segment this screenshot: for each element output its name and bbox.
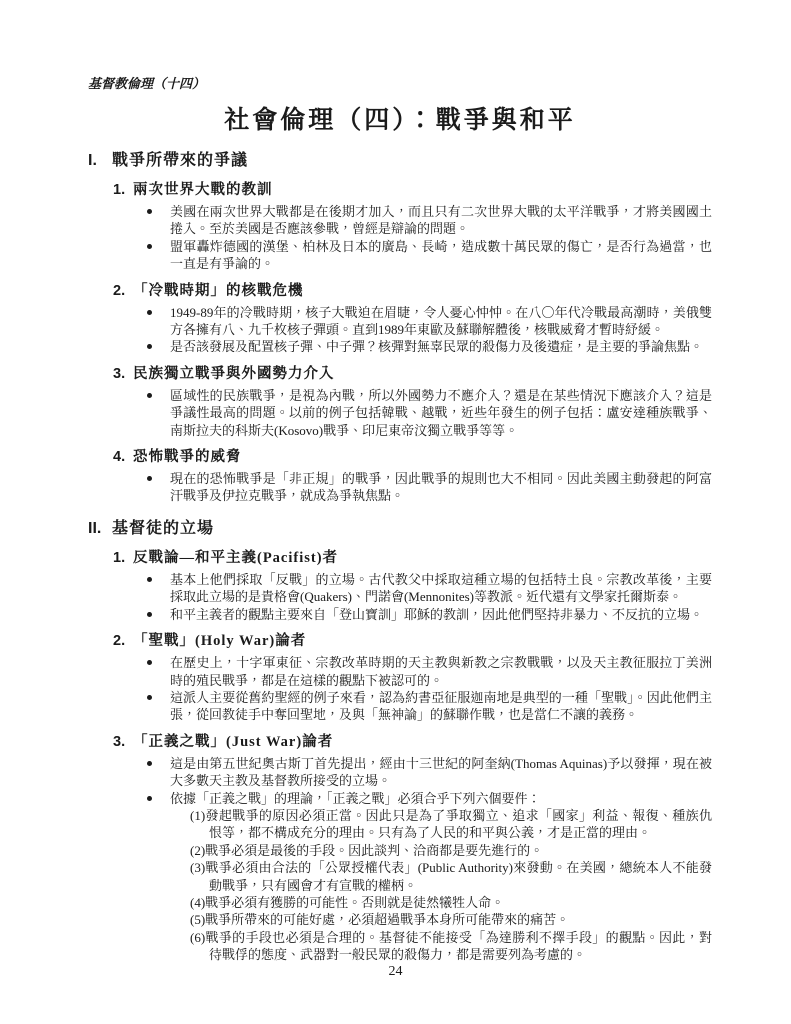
bullet-text: 是否該發展及配置核子彈、中子彈？核彈對無辜民眾的殺傷力及後遺症，是主要的爭論焦點。: [170, 339, 704, 355]
bullet-icon: [147, 203, 170, 238]
bullet-list: [113, 304, 712, 356]
numbered-item: (3)戰爭必須由合法的「公眾授權代表」(Public Authority)來發動。在美國，總統本人不能發動戰爭，只有國會才有宣戰的權柄。: [190, 860, 712, 893]
bullet-list: [113, 654, 712, 724]
subsection-cold-war: [88, 282, 712, 356]
subsection-pacifist: [88, 549, 712, 623]
bullet-text: 1949-89年的冷戰時期，核子大戰迫在眉睫，令人憂心忡忡。在八〇年代冷戰最高潮時，美俄雙方各擁有八、九千枚核子彈頭。直到1989年東歐及蘇聯解體後，核戰威脅才暫時紓緩。: [170, 304, 712, 338]
bullet-text: 這派人主要從舊約聖經的例子來看，認為約書亞征服迦南地是典型的一種「聖戰」。因此他們主張，從回教徒手中奪回聖地，及與「無神論」的蘇聯作戰，也是當仁不讓的義務。: [170, 689, 712, 723]
bullet-item: [147, 387, 712, 439]
subsection-heading-text: 「聖戰」(Holy War)論者: [133, 633, 307, 650]
bullet-icon: [147, 654, 170, 689]
section-heading: [88, 518, 712, 540]
bullet-icon: [147, 304, 170, 339]
section-war-controversies: [88, 150, 712, 505]
subsection-number: 3.: [113, 365, 126, 382]
subsection-number: 4.: [113, 449, 126, 466]
bullet-icon: [147, 571, 170, 606]
bullet-item: [147, 203, 712, 238]
bullet-icon: [147, 238, 170, 273]
bullet-list: [113, 387, 712, 439]
bullet-icon: [147, 470, 170, 505]
subsection-number: 1.: [113, 182, 126, 198]
section-heading: [88, 150, 712, 172]
subsection-heading: [113, 282, 712, 301]
subsection-heading: [113, 632, 712, 651]
section-heading-text: 基督徒的立場: [112, 519, 215, 537]
subsection-terror-war: [88, 448, 712, 505]
bullet-text: 和平主義者的觀點主要來自「登山寶訓」耶穌的教訓，因此他們堅持非暴力、不反抗的立場。: [170, 606, 704, 622]
subsection-heading-text: 民族獨立戰爭與外國勢力介入: [133, 365, 335, 382]
page-number: 24: [388, 964, 403, 979]
section-numeral: II.: [88, 519, 102, 537]
subsection-independence-wars: [88, 365, 712, 439]
subsection-world-wars: [88, 181, 712, 273]
numbered-item: (6)戰爭的手段也必須是合理的。基督徒不能接受「為達勝利不擇手段」的觀點。因此，對待戰俘的態度、武器對一般民眾的殺傷力，都是需要列為考慮的。: [190, 929, 712, 963]
bullet-text: 盟軍轟炸德國的漢堡、柏林及日本的廣島、長崎，造成數十萬民眾的傷亡，是否行為過當，也一直是有爭論的。: [170, 238, 712, 272]
bullet-item: [147, 790, 712, 964]
bullet-text: 區域性的民族戰爭，是視為內戰，所以外國勢力不應介入？還是在某些情況下應該介入？這是爭議性最高的問題。以前的例子包括韓戰、越戰，近些年發生的例子包括：盧安達種族戰爭、南斯拉夫的科斯夫(Kosovo)戰爭、印尼東帝汶獨立戰爭等等。: [170, 387, 712, 438]
subsection-heading-text: 恐怖戰爭的威脅: [133, 449, 242, 466]
subsection-heading-text: 「正義之戰」(Just War)論者: [133, 733, 334, 750]
bullet-item: [147, 755, 712, 790]
bullet-text: 在歷史上，十字軍東征、宗教改革時期的天主教與新教之宗教戰戰，以及天主教征服拉丁美洲時的殖民戰爭，都是在這樣的觀點下被認可的。: [170, 655, 712, 688]
bullet-item: [147, 470, 712, 505]
just-war-criteria-list: [190, 807, 712, 964]
bullet-item: [147, 238, 712, 273]
subsection-heading: [113, 448, 712, 467]
subsection-heading-text: 反戰論—和平主義(Pacifist)者: [133, 549, 339, 566]
subsection-number: 2.: [113, 633, 126, 650]
section-christian-positions: [88, 518, 712, 964]
bullet-icon: [147, 606, 170, 623]
bullet-item: [147, 338, 712, 355]
bullet-icon: [147, 689, 170, 724]
numbered-item: (4)戰爭必須有獲勝的可能性。否則就是徒然犧牲人命。: [190, 894, 505, 910]
bullet-text: 基本上他們採取「反戰」的立場。古代教父中採取這種立場的包括特土良。宗教改革後，主要採取此立場的是貴格會(Quakers)、門諾會(Mennonites)等教派。近代還有文學家托爾斯泰。: [170, 571, 712, 605]
subsection-number: 1.: [113, 549, 126, 566]
subsection-heading: [113, 181, 712, 200]
subsection-heading: [113, 733, 712, 752]
numbered-item: (1)發起戰爭的原因必須正當。因此只是為了爭取獨立、追求「國家」利益、報復、種族仇恨等，都不構成充分的理由。只有為了人民的和平與公義，才是正當的理由。: [190, 807, 712, 841]
subsection-holy-war: [88, 632, 712, 724]
numbered-item: (2)戰爭必須是最後的手段。因此談判、洽商都是要先進行的。: [190, 842, 544, 858]
bullet-list: [113, 470, 712, 505]
subsection-number: 2.: [113, 282, 126, 299]
bullet-icon: [147, 387, 170, 439]
bullet-item: [147, 654, 712, 689]
bullet-text: 依據「正義之戰」的理論，「正義之戰」必須合乎下列六個要件：: [170, 790, 541, 806]
bullet-list: [113, 571, 712, 623]
course-label: 基督教倫理（十四）: [88, 76, 206, 91]
bullet-item: [147, 304, 712, 339]
subsection-number: 3.: [113, 733, 126, 750]
bullet-item: [147, 606, 712, 623]
bullet-text: 美國在兩次世界大戰都是在後期才加入，而且只有二次世界大戰的太平洋戰爭，才將美國國土捲入。至於美國是否應該參戰，曾經是辯論的問題。: [170, 204, 712, 237]
bullet-icon: [147, 338, 170, 355]
bullet-list: [113, 755, 712, 964]
bullet-icon: [147, 790, 170, 964]
numbered-item: (5)戰爭所帶來的可能好處，必須超過戰爭本身所可能帶來的痛苦。: [190, 912, 570, 928]
subsection-heading-text: 兩次世界大戰的教訓: [133, 182, 273, 198]
section-numeral: I.: [88, 152, 97, 169]
section-heading-text: 戰爭所帶來的爭議: [112, 152, 249, 169]
bullet-item: [147, 571, 712, 606]
subsection-just-war: [88, 733, 712, 964]
bullet-icon: [147, 755, 170, 790]
bullet-item: [147, 689, 712, 724]
subsection-heading-text: 「冷戰時期」的核戰危機: [133, 282, 304, 299]
bullet-list: [113, 203, 712, 273]
subsection-heading: [113, 549, 712, 568]
bullet-text: 現在的恐怖戰爭是「非正規」的戰爭，因此戰爭的規則也大不相同。因此美國主動發起的阿富汗戰爭及伊拉克戰爭，就成為爭執焦點。: [170, 471, 712, 504]
bullet-text: 這是由第五世紀奧古斯丁首先提出，經由十三世紀的阿奎納(Thomas Aquinas)予以發揮，現在被大多數天主教及基督教所接受的立場。: [170, 755, 712, 789]
subsection-heading: [113, 365, 712, 384]
page-title: 社會倫理（四）：戰爭與和平: [224, 107, 576, 134]
